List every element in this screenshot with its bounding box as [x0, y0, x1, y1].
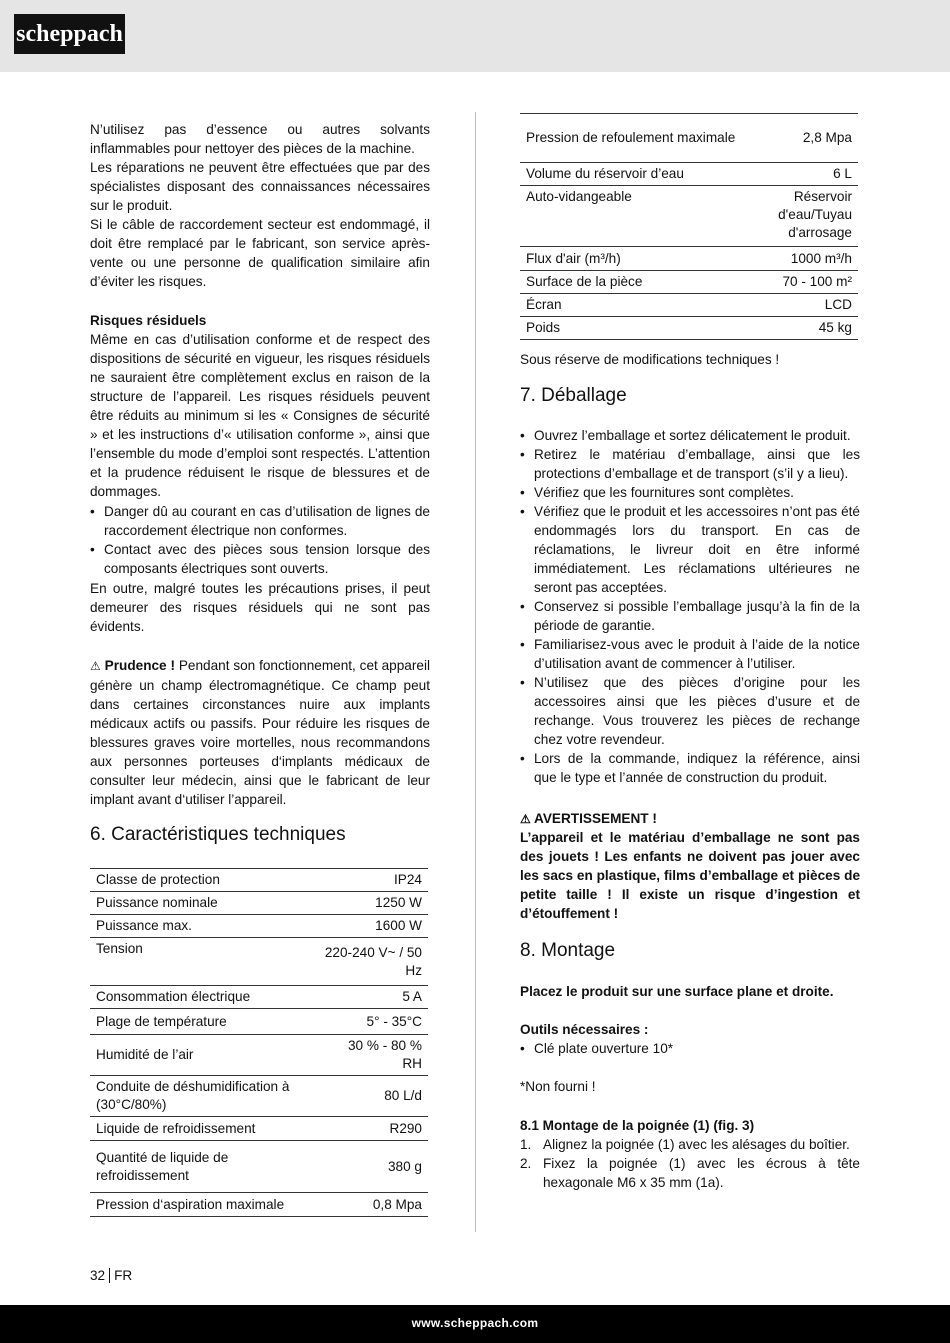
table-row: Quantité de liquide de refroidissement 380 g — [90, 1141, 428, 1193]
website-link[interactable]: www.scheppach.com — [411, 1316, 539, 1330]
intro-paragraph-2: Les réparations ne peuvent être effectuées que par des spécialistes disposant des connaissances nécessaires sur le produit. — [90, 160, 430, 213]
subsection-8-1-title: 8.1 Montage de la poignée (1) (fig. 3) — [520, 1118, 755, 1133]
section-7-title: 7. Déballage — [520, 385, 627, 406]
specs-table-left — [90, 868, 428, 1217]
mount-intro: Placez le produit sur une surface plane et droite. — [520, 984, 834, 999]
list-item: • N’utilisez que des pièces d’origine pour les accessoires ainsi que les pièces d’usure et de rechange. Vous trouverez les pièces de rechange chez votre revendeur. — [520, 673, 860, 749]
list-item: • Ouvrez l’emballage et sortez délicatement le produit. — [520, 426, 860, 445]
residual-heading: Risques résiduels — [90, 313, 207, 328]
table-row: Pression d‘aspiration maximale 0,8 Mpa — [90, 1193, 428, 1217]
tools-heading: Outils nécessaires : — [520, 1022, 649, 1037]
table-row: Volume du réservoir d’eau 6 L — [520, 163, 858, 186]
caution-label: Prudence ! — [104, 658, 175, 673]
residual-text: Même en cas d’utilisation conforme et de respect des dispositions de sécurité en vigueur, les risques résiduels ne sauraient être complètement exclus en raison de la structure de l’appareil. Les risques résiduels peuvent être réduits au minimum si les « Consignes de sécurité » et les instructions d’« utilisation conforme », ainsi que l’ensemble du mode d’emploi sont respectés. L’attention et la prudence réduisent le risque de blessures et de dommages. — [90, 332, 430, 499]
section-8-title: 8. Montage — [520, 940, 616, 961]
column-divider — [475, 112, 476, 1232]
unpack-bullet-list — [520, 426, 860, 787]
warning-triangle-icon: ⚠ — [520, 812, 531, 826]
footer-bar — [0, 1305, 950, 1343]
table-row: Liquide de refroidissement R290 — [90, 1117, 428, 1141]
list-item: • Contact avec des pièces sous tension lorsque des composants électriques sont ouverts. — [90, 540, 430, 578]
table-row: Plage de température 5° - 35°C — [90, 1009, 428, 1035]
table-row: Humidité de l’air 30 % - 80 % RH — [90, 1035, 428, 1076]
tools-list — [520, 1039, 860, 1058]
list-item: • Lors de la commande, indiquez la référence, ainsi que le type et l’année de construction du produit. — [520, 749, 860, 787]
warning-triangle-icon: ⚠ — [90, 659, 101, 673]
list-item: • Danger dû au courant en cas d’utilisation de lignes de raccordement électrique non conformes. — [90, 502, 430, 540]
table-row: Pression de refoulement maximale 2,8 Mpa — [520, 114, 858, 163]
list-item: 2. Fixez la poignée (1) avec les écrous à tête hexagonale M6 x 35 mm (1a). — [520, 1156, 860, 1190]
list-item: 1. Alignez la poignée (1) avec les alésages du boîtier. — [520, 1137, 850, 1152]
caution-text: Pendant son fonctionnement, cet appareil génère un champ électromagnétique. Ce champ peut dans certaines circonstances nuire aux implants médicaux actifs ou passifs. Pour réduire les risques de blessures graves voire mortelles, nous recommandons aux personnes porteuses d‘implants médicaux de consulter leur médecin, ainsi que le fabricant de leur implant avant d‘utiliser l’appareil. — [90, 658, 430, 807]
residual-after: En outre, malgré toutes les précautions prises, il peut demeurer des risques résiduels qui ne sont pas évidents. — [90, 581, 430, 634]
table-row: Auto-vidangeable Réservoir d'eau/Tuyau d'arrosage — [520, 186, 858, 247]
warning-text: L’appareil et le matériau d’emballage ne sont pas des jouets ! Les enfants ne doivent pas jouer avec les sacs en plastique, films d’emballage et pièces de petite taille ! Il existe un risque d’ingestion et d’étouffement ! — [520, 830, 860, 921]
list-item: • Clé plate ouverture 10* — [520, 1039, 860, 1058]
section-6-title: 6. Caractéristiques techniques — [90, 824, 346, 845]
table-row: Tension 220-240 V~ / 50 Hz — [90, 938, 428, 986]
mount-steps — [520, 1135, 860, 1192]
table-row: Puissance nominale 1250 W — [90, 892, 428, 915]
table-row: Conduite de déshumidification à (30°C/80%) 80 L/d — [90, 1076, 428, 1117]
residual-bullet-list — [90, 502, 430, 578]
list-item: • Retirez le matériau d’emballage, ainsi que les protections d’emballage et de transport (s’il y a lieu). — [520, 445, 860, 483]
table-row: Consommation électrique 5 A — [90, 986, 428, 1009]
header-bar — [0, 0, 950, 72]
specs-note: Sous réserve de modifications techniques ! — [520, 352, 780, 367]
table-row: Poids 45 kg — [520, 317, 858, 340]
brand-logo: scheppach — [14, 14, 125, 54]
intro-paragraph-3: Si le câble de raccordement secteur est endommagé, il doit être remplacé par le fabricant, son service après-vente ou une personne de qualification similaire afin d’éviter les risques. — [90, 217, 430, 289]
table-row: Classe de protection IP24 — [90, 869, 428, 892]
intro-paragraph-1: N’utilisez pas d’essence ou autres solvants inflammables pour nettoyer des pièces de la machine. — [90, 122, 430, 156]
warning-heading: ⚠ AVERTISSEMENT ! — [520, 811, 657, 826]
table-row: Surface de la pièce 70 - 100 m² — [520, 271, 858, 294]
specs-table-right — [520, 113, 858, 340]
not-supplied-note: *Non fourni ! — [520, 1079, 596, 1094]
caution-block — [90, 656, 430, 809]
list-item: • Vérifiez que les fournitures sont complètes. — [520, 483, 860, 502]
list-item: • Vérifiez que le produit et les accessoires n’ont pas été endommagés lors du transport. En cas de réclamations, le livreur doit en être informé immédiatement. Les réclamations ultérieures ne seront pas acceptées. — [520, 502, 860, 597]
table-row: Flux d'air (m³/h) 1000 m³/h — [520, 247, 858, 271]
page-number-separator — [109, 1268, 110, 1283]
table-row: Écran LCD — [520, 294, 858, 317]
list-item: • Conservez si possible l’emballage jusqu’à la fin de la période de garantie. — [520, 597, 860, 635]
page-number: 32 FR — [90, 1268, 133, 1283]
list-item: • Familiarisez-vous avec le produit à l’aide de la notice d’utilisation avant de commencer à l’utiliser. — [520, 635, 860, 673]
table-row: Puissance max. 1600 W — [90, 915, 428, 938]
